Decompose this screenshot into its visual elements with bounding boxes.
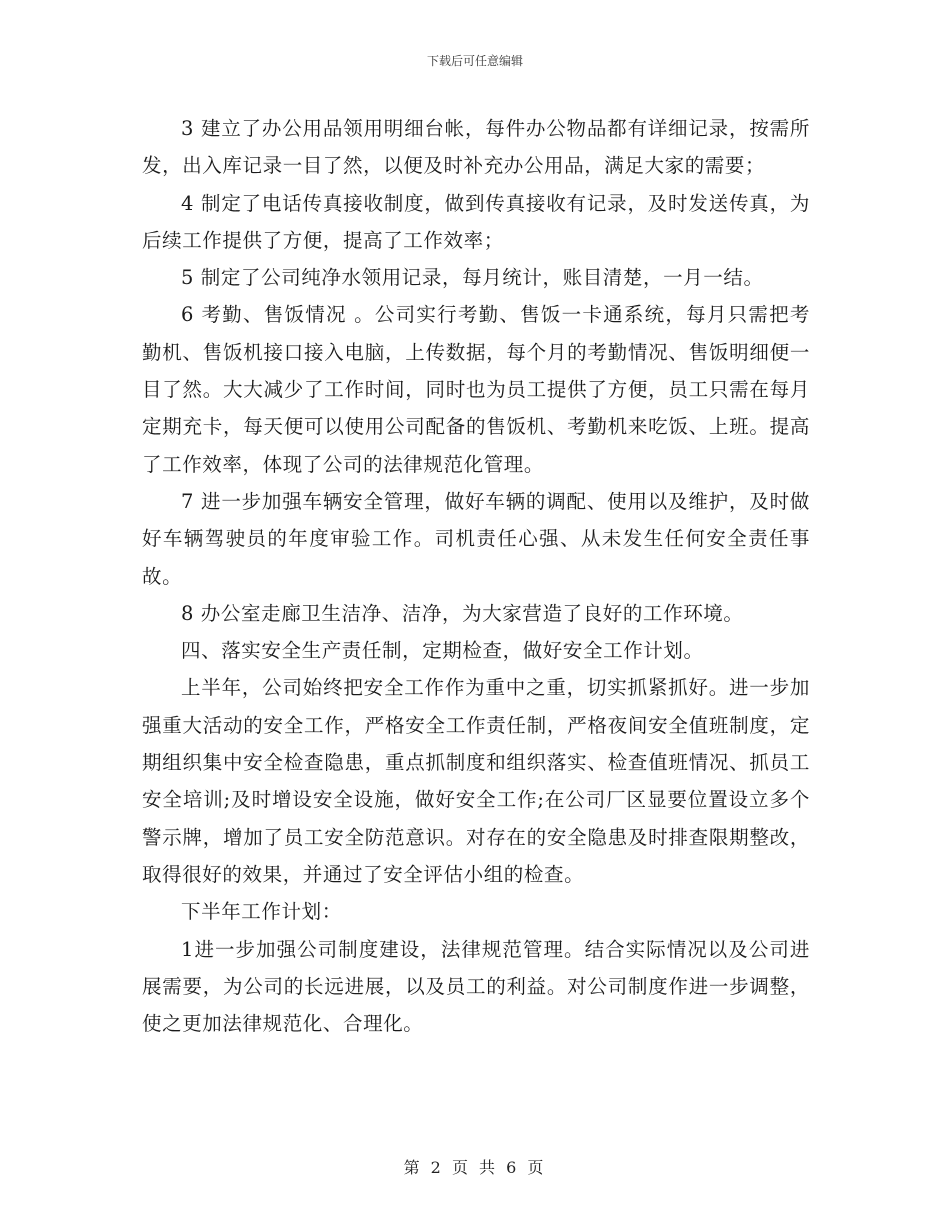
paragraph-safety-summary: 上半年，公司始终把安全工作作为重中之重，切实抓紧抓好。进一步加强重大活动的安全工作，严格安全工作责任制，严格夜间安全值班制度，定期组织集中安全检查隐患，重点抓制度和组织落实、检查值班情况、抓员工安全培训;及时增设安全设施，做好安全工作;在公司厂区显要位置设立多个警示牌，增加了员工安全防范意识。对存在的安全隐患及时排查限期整改，取得很好的效果，并通过了安全评估小组的检查。 <box>142 676 810 886</box>
section-heading-safety: 四、落实安全生产责任制，定期检查，做好安全工作计划。 <box>181 639 704 663</box>
paragraph-item-4: 4 制定了电话传真接收制度，做到传真接收有记录，及时发送传真，为后续工作提供了方便，提高了工作效率； <box>142 191 810 252</box>
paragraph-item-6: 6 考勤、售饭情况 。公司实行考勤、售饭一卡通系统，每月只需把考勤机、售饭机接口接入电脑，上传数据，每个月的考勤情况、售饭明细便一目了然。大大减少了工作时间，同时也为员工提供了方便，员工只需在每月定期充卡，每天便可以使用公司配备的售饭机、考勤机来吃饭、上班。提高了工作效率，体现了公司的法律规范化管理。 <box>142 303 810 476</box>
section-heading-plan: 下半年工作计划： <box>181 900 342 924</box>
document-body <box>142 110 810 1042</box>
page-header: 下载后可任意编辑 <box>426 54 523 68</box>
paragraph-item-8: 8 办公室走廊卫生洁净、洁净，为大家营造了良好的工作环境。 <box>181 601 744 625</box>
page-number: 第 2 页 共 6 页 <box>403 1158 547 1177</box>
paragraph-item-3: 3 建立了办公用品领用明细台帐，每件办公物品都有详细记录，按需所发，出入库记录一目了然，以便及时补充办公用品，满足大家的需要； <box>142 117 810 178</box>
paragraph-item-5: 5 制定了公司纯净水领用记录，每月统计，账目清楚，一月一结。 <box>181 266 764 290</box>
paragraph-item-7: 7 进一步加强车辆安全管理，做好车辆的调配、使用以及维护，及时做好车辆驾驶员的年度审验工作。司机责任心强、从未发生任何安全责任事故。 <box>142 489 810 588</box>
paragraph-plan-item-1: 1进一步加强公司制度建设，法律规范管理。结合实际情况以及公司进展需要，为公司的长远进展，以及员工的利益。对公司制度作进一步调整，使之更加法律规范化、合理化。 <box>142 937 810 1036</box>
